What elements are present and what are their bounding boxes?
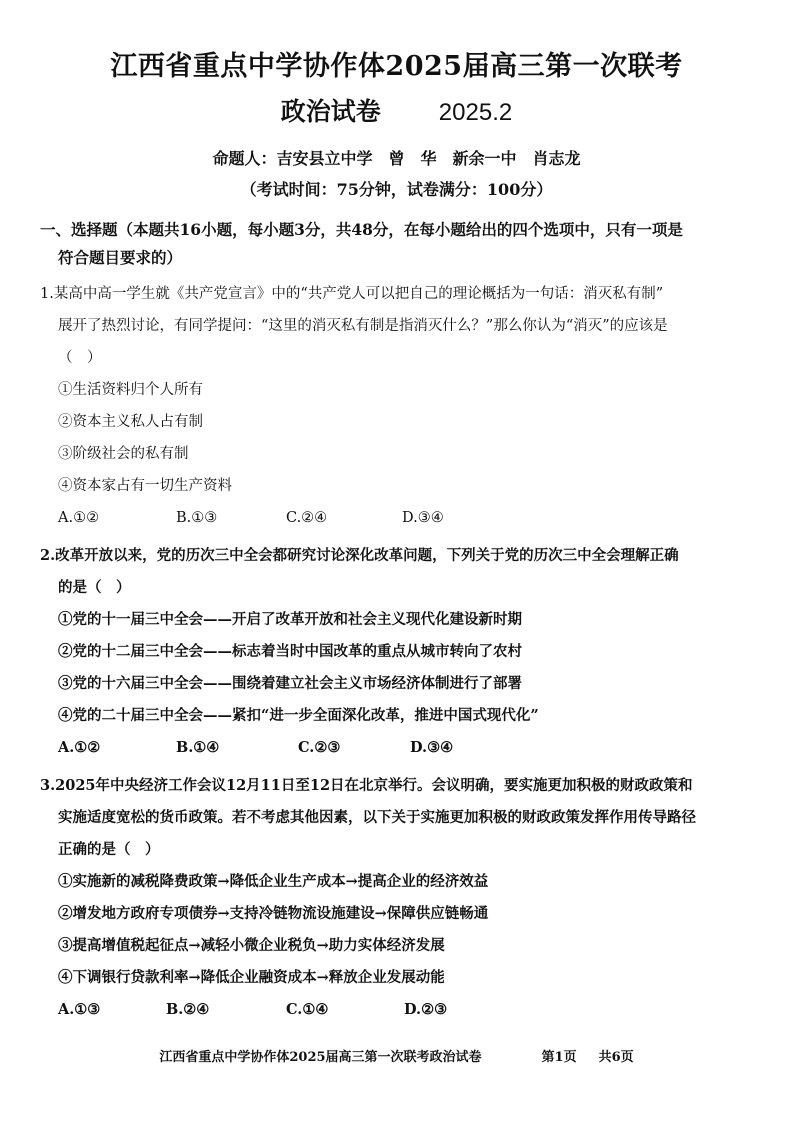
section-heading	[40, 216, 740, 272]
footer-title: 江西省重点中学协作体2025届高三第一次联考政治试卷	[159, 1050, 482, 1065]
statement-item: ④下调银行贷款利率→降低企业融资成本→释放企业发展动能	[58, 969, 445, 986]
page-footer	[0, 1046, 793, 1065]
answer-options	[40, 502, 745, 534]
statement-item: ①实施新的减税降费政策→降低企业生产成本→提高企业的经济效益	[58, 873, 489, 890]
option-d: D.②③	[404, 1001, 448, 1018]
question-stem-cont: 展开了热烈讨论，有同学提问：“这里的消灭私有制是指消灭什么？”那么你认为“消灭”的应该是	[58, 318, 668, 334]
option-a: A.①②	[58, 739, 101, 756]
answer-blank: （ ）	[58, 350, 102, 366]
exam-date: 2025.2	[438, 99, 513, 126]
question-stem-cont: 的是（ ）	[58, 579, 131, 596]
option-d: D.③④	[410, 739, 454, 756]
subject-title: 政治试卷	[280, 97, 381, 126]
page-total: 共6页	[598, 1050, 634, 1065]
statement-item: ④党的二十届三中全会——紧扣“进一步全面深化改革，推进中国式现代化”	[58, 707, 539, 724]
statement-item: ②增发地方政府专项债券→支持冷链物流设施建设→保障供应链畅通	[58, 905, 489, 922]
question-stem: 2.改革开放以来，党的历次三中全会都研究讨论深化改革问题，下列关于党的历次三中全会理解正确	[40, 547, 679, 564]
statement-item: ①生活资料归个人所有	[58, 382, 203, 398]
question-stem: 3.2025年中央经济工作会议12月11日至12日在北京举行。会议明确，要实施更加积极的财政政策和	[40, 777, 693, 794]
exam-subtitle-line	[0, 92, 793, 128]
statement-item: ③党的十六届三中全会——围绕着建立社会主义市场经济体制进行了部署	[58, 675, 522, 692]
question-stem-cont: 实施适度宽松的货币政策。若不考虑其他因素，以下关于实施更加积极的财政政策发挥作用传导路径	[58, 809, 696, 826]
option-b: B.①③	[176, 510, 218, 526]
option-d: D.③④	[402, 510, 444, 526]
question-3	[40, 770, 745, 1026]
statement-item: ③阶级社会的私有制	[58, 446, 189, 462]
option-b: B.②④	[166, 1001, 210, 1018]
answer-options	[40, 994, 745, 1026]
statement-item: ②资本主义私人占有制	[58, 414, 203, 430]
option-a: A.①③	[58, 1001, 101, 1018]
statement-item: ③提高增值税起征点→减轻小微企业税负→助力实体经济发展	[58, 937, 445, 954]
option-b: B.①④	[176, 739, 220, 756]
author-line: 命题人：吉安县立中学 曾 华 新余一中 肖志龙	[212, 149, 581, 168]
answer-options	[40, 732, 745, 764]
statement-item: ②党的十二届三中全会——标志着当时中国改革的重点从城市转向了农村	[58, 643, 522, 660]
section-heading-line1: 一、选择题（本题共16小题，每小题3分，共48分，在每小题给出的四个选项中，只有一项是	[40, 220, 683, 239]
exam-info: （考试时间：75分钟，试卷满分：100分）	[240, 180, 553, 199]
option-c: C.①④	[286, 1001, 329, 1018]
option-c: C.②④	[286, 510, 328, 526]
question-stem-cont: 正确的是（ ）	[58, 841, 160, 858]
page-number: 第1页	[541, 1050, 577, 1065]
question-stem: 1.某高中高一学生就《共产党宣言》中的“共产党人可以把自己的理论概括为一句话：消灭私有制”	[40, 286, 664, 302]
statement-item: ①党的十一届三中全会——开启了改革开放和社会主义现代化建设新时期	[58, 611, 522, 628]
option-a: A.①②	[58, 510, 100, 526]
option-c: C.②③	[298, 739, 341, 756]
question-1	[40, 278, 745, 534]
question-2	[40, 540, 745, 764]
section-heading-line2: 符合题目要求的）	[58, 248, 183, 267]
statement-item: ④资本家占有一切生产资料	[58, 478, 232, 494]
exam-title: 江西省重点中学协作体2025届高三第一次联考	[110, 51, 683, 82]
